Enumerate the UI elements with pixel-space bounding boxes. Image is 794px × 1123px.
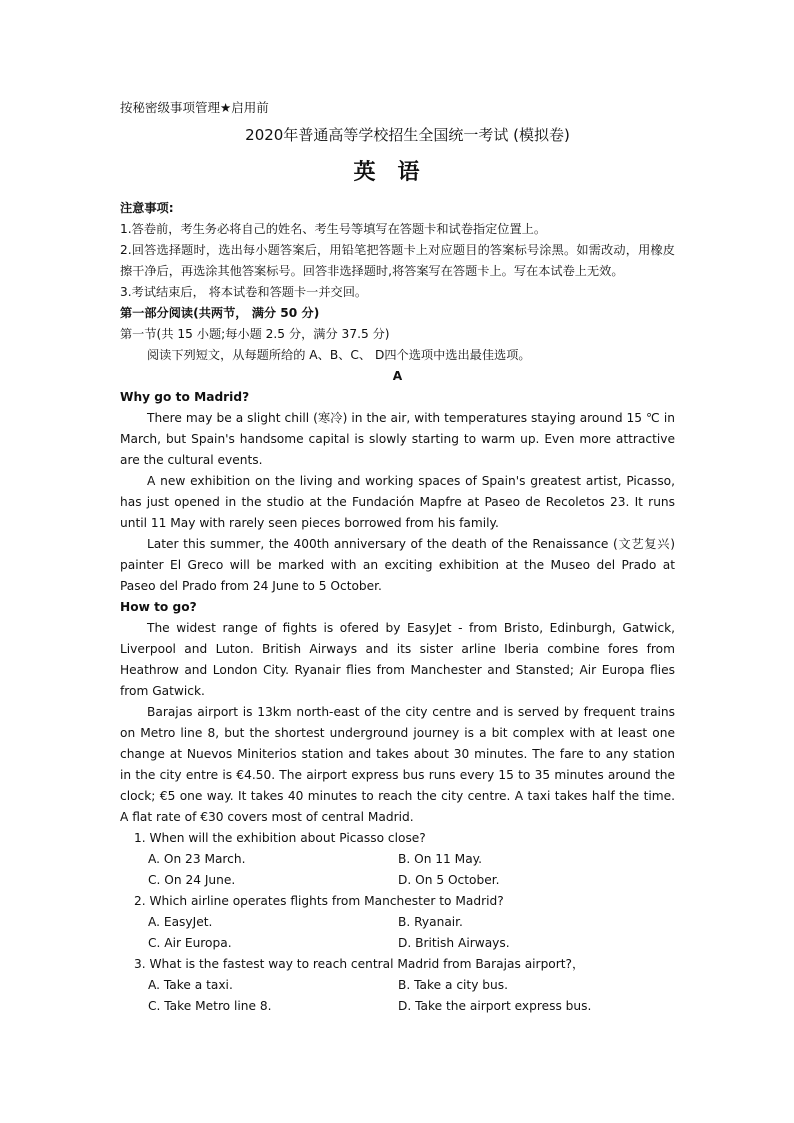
option: C. Take Metro line 8. bbox=[148, 999, 272, 1013]
option: A. On 23 March. bbox=[148, 852, 246, 866]
passage-heading-2: How to go? bbox=[120, 600, 197, 614]
exam-page bbox=[120, 97, 675, 1017]
passage-paragraph: The widest range of fights is ofered by EasyJet - from Bristo, Edinburgh, Gatwick, Liverpool and Luton. British Airways and its sister arline Iberia combine fores from Heathrow and London City. Ryanair flies from Manchester and Stansted; Air Europa flies from Gatwick. bbox=[120, 621, 675, 698]
note-item-3: 3.考试结束后， 将本试卷和答题卡一并交回。 bbox=[120, 285, 368, 299]
exam-title: 2020年普通高等学校招生全国统一考试 (模拟卷) bbox=[245, 126, 570, 144]
question-options bbox=[120, 849, 675, 870]
section1-heading: 第一节(共 15 小题;每小题 2.5 分，满分 37.5 分) bbox=[120, 327, 390, 341]
option: D. Take the airport express bus. bbox=[398, 999, 592, 1013]
confidential-label: 按秘密级事项管理★启用前 bbox=[120, 100, 269, 115]
part1-heading: 第一部分阅读(共两节， 满分 50 分) bbox=[120, 306, 320, 320]
question-stem: 1. When will the exhibition about Picasso close? bbox=[134, 831, 426, 845]
question-options bbox=[120, 870, 675, 891]
subject-title: 英语 bbox=[353, 159, 442, 185]
question-options bbox=[120, 933, 675, 954]
passage-paragraph: Later this summer, the 400th anniversary of the death of the Renaissance (文艺复兴) painter El Greco will be marked with an exciting exhibition at the Museo del Prado at Paseo del Prado from 24 June to 5 October. bbox=[120, 537, 675, 593]
option: B. Ryanair. bbox=[398, 915, 463, 929]
option: C. Air Europa. bbox=[148, 936, 232, 950]
option: D. On 5 October. bbox=[398, 873, 500, 887]
option: A. EasyJet. bbox=[148, 915, 213, 929]
question-stem: 3. What is the fastest way to reach central Madrid from Barajas airport?， bbox=[134, 957, 585, 971]
question-stem: 2. Which airline operates flights from Manchester to Madrid? bbox=[134, 894, 504, 908]
question-options bbox=[120, 975, 675, 996]
note-item-1: 1.答卷前，考生务必将自己的姓名、考生号等填写在答题卡和试卷指定位置上。 bbox=[120, 222, 547, 236]
option: C. On 24 June. bbox=[148, 873, 236, 887]
note-item-2: 2.回答选择题时，选出每小题答案后，用铅笔把答题卡上对应题目的答案标号涂黑。如需改动，用橡皮擦干净后，再选涂其他答案标号。回答非选择题时,将答案写在答题卡上。写在本试卷上无效。 bbox=[120, 243, 675, 278]
passage-heading-1: Why go to Madrid? bbox=[120, 390, 250, 404]
option: B. Take a city bus. bbox=[398, 978, 508, 992]
question-options bbox=[120, 912, 675, 933]
passage-paragraph: A new exhibition on the living and working spaces of Spain's greatest artist, Picasso, has just opened in the studio at the Fundación Mapfre at Paseo de Recoletos 23. It runs until 11 May with rarely seen pieces borrowed from his family. bbox=[120, 474, 675, 530]
question-options bbox=[120, 996, 675, 1017]
option: B. On 11 May. bbox=[398, 852, 483, 866]
passage-paragraph: Barajas airport is 13km north-east of the city centre and is served by frequent trains on Metro line 8, but the shortest underground journey is a bit complex with at least one change at Nuevos Miniterios station and takes about 30 minutes. The fare to any station in the city entre is €4.50. The airport express bus runs every 15 to 35 minutes around the clock; €5 one way. It takes 40 minutes to reach the city centre. A taxi takes half the time. A flat rate of €30 covers most of central Madrid. bbox=[120, 705, 675, 824]
passage-label: A bbox=[392, 369, 403, 383]
passage-paragraph: There may be a slight chill (寒冷) in the air, with temperatures staying around 15 ℃ in March, but Spain's handsome capital is slowly starting to warm up. Even more attractive are the cultural events. bbox=[120, 411, 675, 467]
option: A. Take a taxi. bbox=[148, 978, 233, 992]
section1-instruction: 阅读下列短文，从每题所给的 A、B、C、 D四个选项中选出最佳选项。 bbox=[147, 348, 531, 362]
notes-heading: 注意事项: bbox=[120, 201, 174, 215]
option: D. British Airways. bbox=[398, 936, 510, 950]
